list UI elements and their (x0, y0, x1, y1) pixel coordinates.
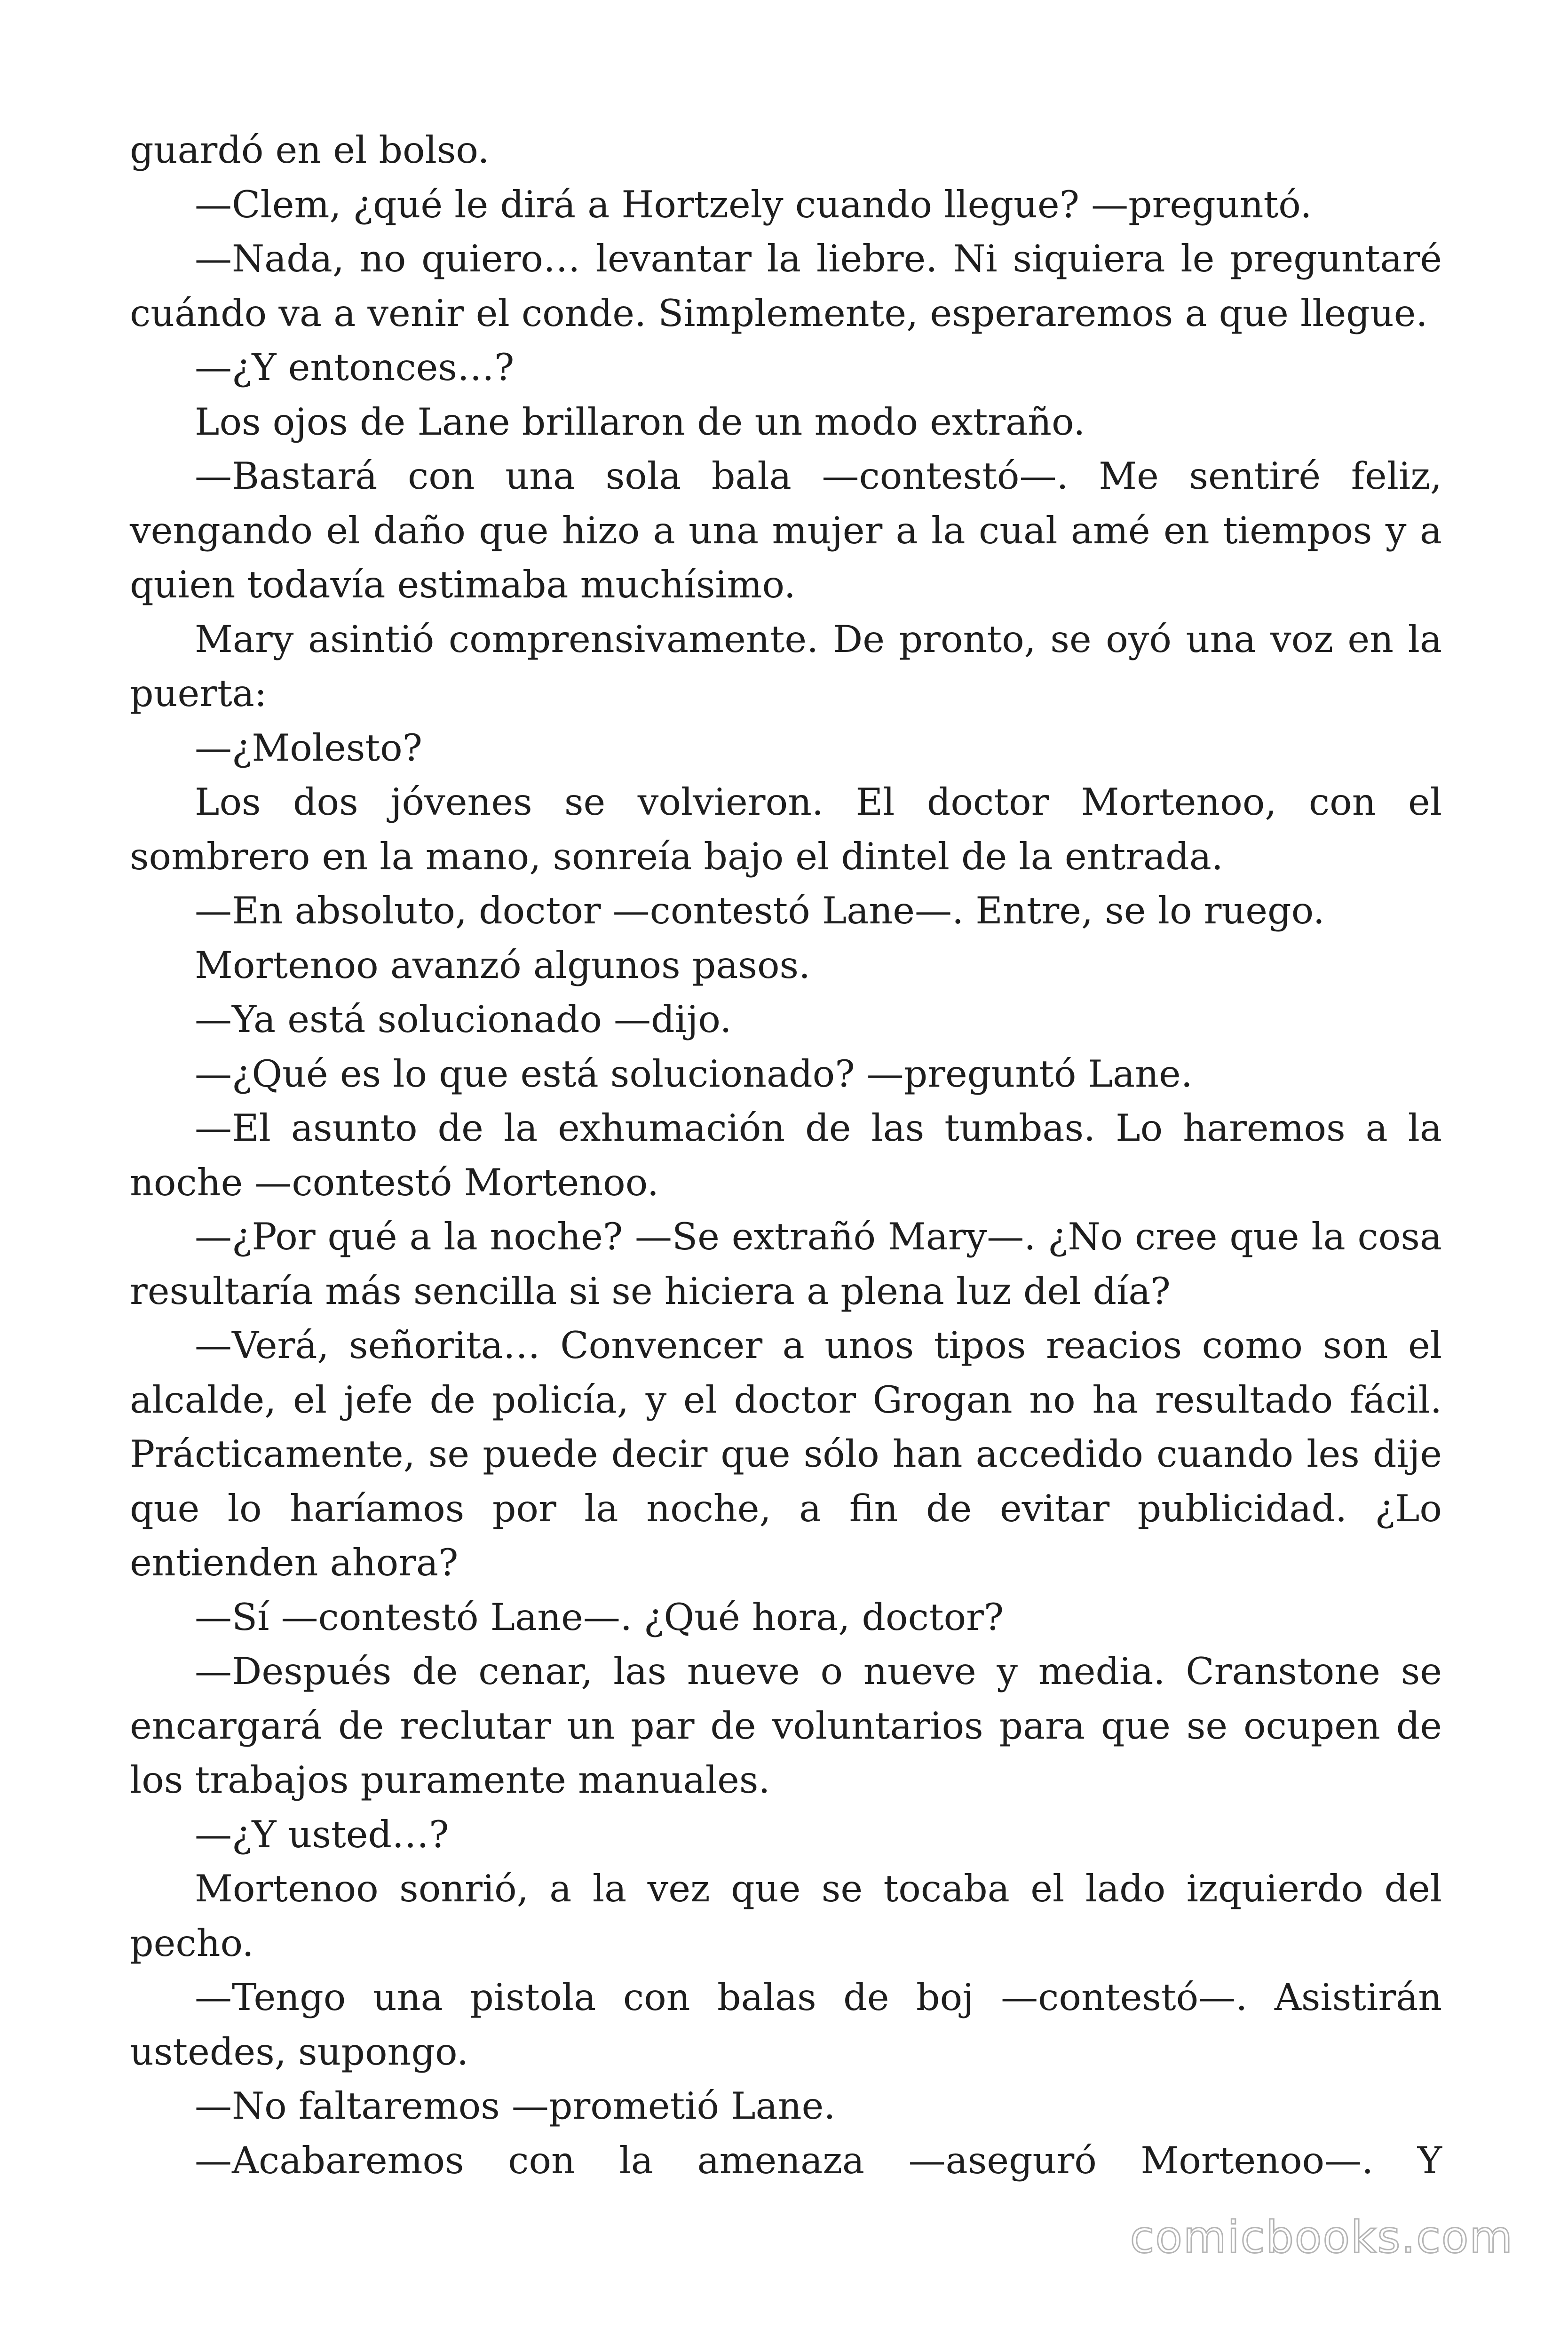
paragraph-14: —El asunto de la exhumación de las tumbas. Lo haremos a la noche —contestó Mortenoo. (130, 1106, 1442, 1204)
paragraph-4: —¿Y entonces…? (195, 346, 515, 389)
paragraph-20: Mortenoo sonrió, a la vez que se tocaba el lado izquierdo del pecho. (130, 1867, 1442, 1965)
paragraph-1: guardó en el bolso. (130, 128, 490, 172)
paragraph-2: —Clem, ¿qué le dirá a Hortzely cuando llegue? —preguntó. (195, 183, 1312, 226)
paragraph-9: Los dos jóvenes se volvieron. El doctor Mortenoo, con el sombrero en la mano, sonreía bajo el dintel de la entrada. (130, 780, 1442, 878)
paragraph-18: —Después de cenar, las nueve o nueve y media. Cranstone se encargará de reclutar un par de voluntarios para que se ocupen de los trabajos puramente manuales. (130, 1650, 1442, 1802)
paragraph-10: —En absoluto, doctor —contestó Lane—. Entre, se lo ruego. (195, 889, 1325, 932)
paragraph-8: —¿Molesto? (195, 726, 423, 770)
paragraph-12: —Ya está solucionado —dijo. (195, 998, 732, 1041)
paragraph-6: —Bastará con una sola bala —contestó—. Me sentiré feliz, vengando el daño que hizo a una mujer a la cual amé en tiempos y a quien todavía estimaba muchísimo. (130, 454, 1442, 606)
paragraph-23: —Acabaremos con la amenaza —aseguró Mortenoo—. Y (195, 2138, 1442, 2182)
paragraph-3: —Nada, no quiero… levantar la liebre. Ni siquiera le preguntaré cuándo va a venir el conde. Simplemente, esperaremos a que llegue. (130, 237, 1442, 335)
paragraph-17: —Sí —contestó Lane—. ¿Qué hora, doctor? (195, 1595, 1004, 1639)
paragraph-21: —Tengo una pistola con balas de boj —contestó—. Asistirán ustedes, supongo. (130, 1976, 1442, 2074)
paragraph-7: Mary asintió comprensivamente. De pronto, se oyó una voz en la puerta: (130, 617, 1442, 715)
paragraph-13: —¿Qué es lo que está solucionado? —preguntó Lane. (195, 1052, 1193, 1096)
paragraph-11: Mortenoo avanzó algunos pasos. (195, 943, 811, 987)
paragraph-15: —¿Por qué a la noche? —Se extrañó Mary—. ¿No cree que la cosa resultaría más sencilla si se hiciera a plena luz del día? (130, 1215, 1442, 1313)
book-page-text (130, 123, 1442, 2188)
paragraph-22: —No faltaremos —prometió Lane. (195, 2084, 836, 2128)
paragraph-19: —¿Y usted…? (195, 1812, 449, 1856)
paragraph-16: —Verá, señorita… Convencer a unos tipos reacios como son el alcalde, el jefe de policía, y el doctor Grogan no ha resultado fácil. Prácticamente, se puede decir que sólo han accedido cuando les dije que lo haríamos por la noche, a fin de evitar publicidad. ¿Lo entienden ahora? (130, 1324, 1442, 1584)
watermark-logo: comicbooks.com (1130, 2212, 1513, 2263)
paragraph-5: Los ojos de Lane brillaron de un modo extraño. (195, 400, 1085, 444)
